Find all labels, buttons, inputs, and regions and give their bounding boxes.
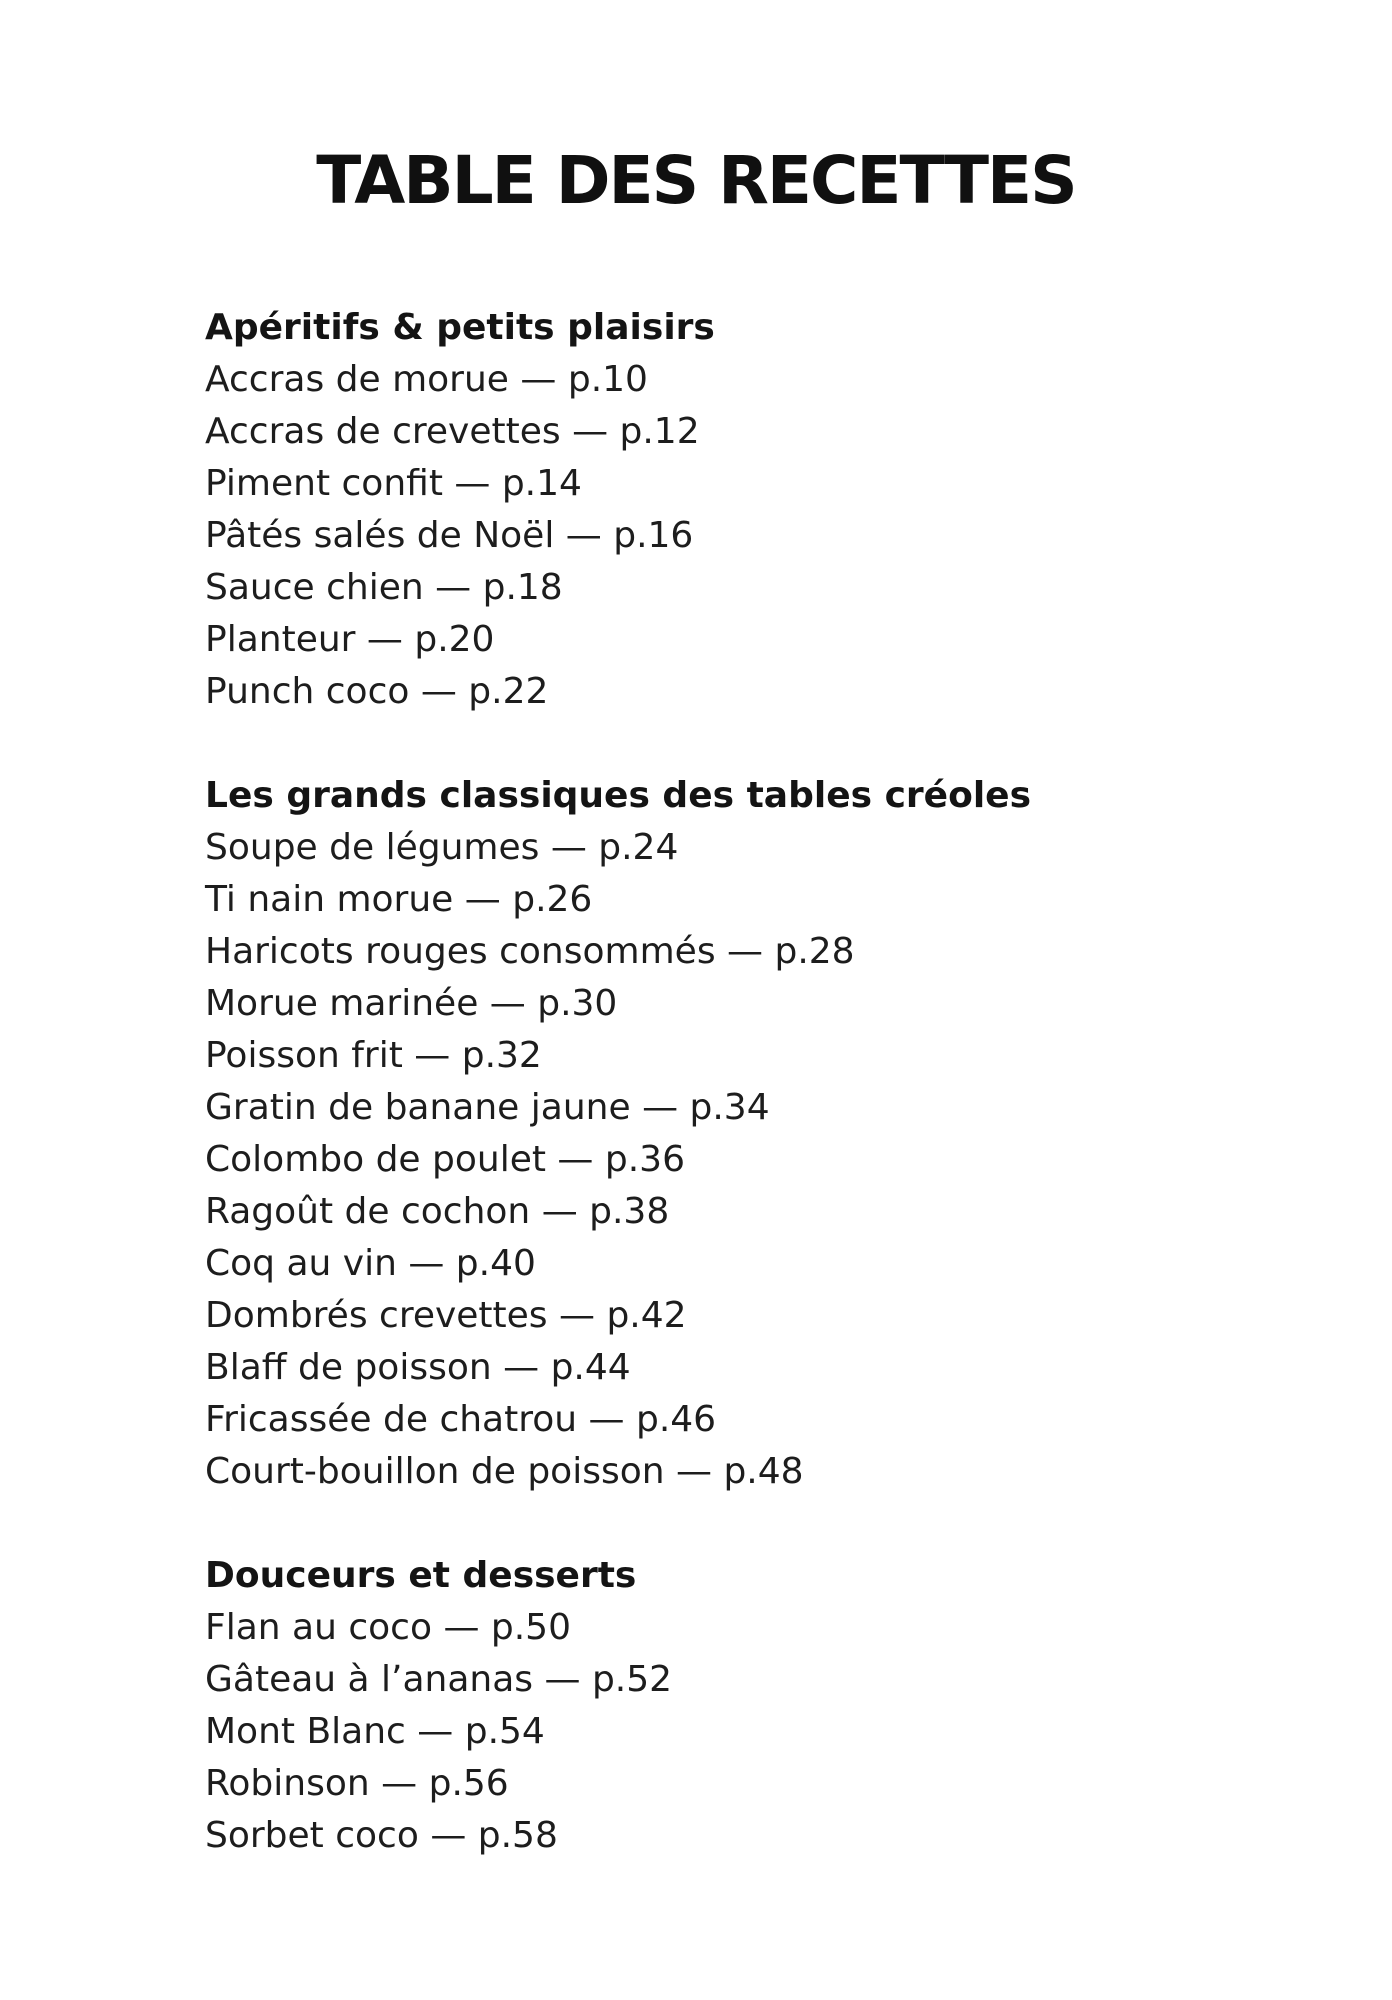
recipe-name: Mont Blanc (205, 1711, 406, 1752)
dash-separator: — (405, 1711, 465, 1752)
dash-separator: — (491, 1347, 551, 1388)
dash-separator: — (409, 671, 469, 712)
recipe-name: Morue marinée (205, 983, 479, 1024)
dash-separator: — (478, 983, 538, 1024)
toc-item (205, 354, 1292, 406)
toc-item (205, 1186, 1292, 1238)
toc-item (205, 1082, 1292, 1134)
dash-separator: — (554, 515, 614, 556)
dash-separator: — (530, 1191, 590, 1232)
page-number: p.40 (455, 1243, 536, 1284)
dash-separator: — (545, 1139, 605, 1180)
recipe-name: Ti nain morue (205, 879, 454, 920)
recipe-name: Sorbet coco (205, 1815, 419, 1856)
recipe-name: Haricots rouges consommés (205, 931, 716, 972)
dash-separator: — (355, 619, 415, 660)
toc-section (205, 1550, 1292, 1862)
page-number: p.24 (598, 827, 679, 868)
toc-item (205, 562, 1292, 614)
page-number: p.36 (604, 1139, 685, 1180)
dash-separator: — (547, 1295, 607, 1336)
recipe-name: Dombrés crevettes (205, 1295, 548, 1336)
dash-separator: — (396, 1243, 456, 1284)
section-heading: Apéritifs & petits plaisirs (205, 307, 715, 348)
page-number: p.20 (414, 619, 495, 660)
toc-item (205, 1290, 1292, 1342)
page-number: p.30 (537, 983, 618, 1024)
recipe-name: Poisson frit (205, 1035, 403, 1076)
recipe-name: Soupe de légumes (205, 827, 540, 868)
recipe-name: Accras de crevettes (205, 411, 561, 452)
page-number: p.12 (619, 411, 700, 452)
toc-item (205, 1134, 1292, 1186)
toc-item (205, 1706, 1292, 1758)
toc-item (205, 874, 1292, 926)
dash-separator: — (539, 827, 599, 868)
page-title: TABLE DES RECETTES (316, 142, 1076, 219)
toc-item (205, 1602, 1292, 1654)
toc-item (205, 614, 1292, 666)
page-number: p.46 (635, 1399, 717, 1440)
recipe-name: Ragoût de cochon (205, 1191, 531, 1232)
dash-separator: — (577, 1399, 636, 1440)
toc-item (205, 1342, 1292, 1394)
toc-item (205, 1446, 1292, 1498)
page-number: p.58 (477, 1815, 558, 1856)
page-number: p.18 (482, 567, 563, 608)
dash-separator: — (423, 567, 483, 608)
dash-separator: — (630, 1087, 690, 1128)
toc-content (0, 302, 1392, 1862)
page-number: p.28 (774, 931, 855, 972)
recipe-name: Flan au coco (205, 1607, 432, 1648)
dash-separator: — (442, 463, 502, 504)
page-number: p.22 (468, 671, 549, 712)
page-number: p.16 (613, 515, 694, 556)
page-number: p.52 (591, 1659, 673, 1700)
recipe-name: Accras de morue (205, 359, 509, 400)
toc-item (205, 978, 1292, 1030)
page-number: p.10 (567, 359, 648, 400)
dash-separator: — (508, 359, 568, 400)
toc-item (205, 406, 1292, 458)
recipe-name: Robinson (205, 1763, 370, 1804)
section-heading: Les grands classiques des tables créoles (205, 775, 1031, 816)
page-number: p.26 (512, 879, 593, 920)
recipe-name: Pâtés salés de Noël (205, 515, 555, 556)
page-number: p.38 (589, 1191, 670, 1232)
toc-item (205, 1654, 1292, 1706)
toc-section (205, 770, 1292, 1498)
dash-separator: — (369, 1763, 429, 1804)
recipe-name: Colombo de poulet (205, 1139, 546, 1180)
toc-item (205, 458, 1292, 510)
page-number: p.44 (550, 1347, 631, 1388)
toc-item (205, 926, 1292, 978)
recipe-name: Planteur (205, 619, 356, 660)
page-number: p.32 (461, 1035, 542, 1076)
recipe-name: Punch coco (205, 671, 410, 712)
dash-separator: — (560, 411, 620, 452)
dash-separator: — (418, 1815, 478, 1856)
recipe-name: Gâteau à l’ananas (205, 1659, 534, 1700)
toc-item (205, 1394, 1292, 1446)
dash-separator: — (715, 931, 775, 972)
toc-item (205, 1758, 1292, 1810)
dash-separator: — (432, 1607, 491, 1648)
toc-item (205, 510, 1292, 562)
recipe-name: Gratin de banane jaune (205, 1087, 631, 1128)
page-number: p.34 (689, 1087, 770, 1128)
toc-item (205, 1030, 1292, 1082)
dash-separator: — (453, 879, 513, 920)
recipe-name: Coq au vin (205, 1243, 397, 1284)
dash-separator: — (664, 1451, 724, 1492)
page-number: p.50 (490, 1607, 571, 1648)
toc-item (205, 666, 1292, 718)
recipe-name: Piment confit (205, 463, 443, 504)
section-heading: Douceurs et desserts (205, 1555, 637, 1596)
recipe-name: Blaff de poisson (205, 1347, 492, 1388)
dash-separator: — (533, 1659, 592, 1700)
page-number: p.56 (428, 1763, 509, 1804)
recipe-name: Sauce chien (205, 567, 424, 608)
recipe-name: Fricassée de chatrou (205, 1399, 578, 1440)
recipe-name: Court-bouillon de poisson (205, 1451, 665, 1492)
page-number: p.54 (464, 1711, 545, 1752)
page-number: p.48 (723, 1451, 804, 1492)
page-number: p.14 (501, 463, 582, 504)
dash-separator: — (402, 1035, 462, 1076)
toc-section (205, 302, 1292, 718)
page-number: p.42 (606, 1295, 687, 1336)
toc-item (205, 1238, 1292, 1290)
toc-item (205, 822, 1292, 874)
toc-item (205, 1810, 1292, 1862)
